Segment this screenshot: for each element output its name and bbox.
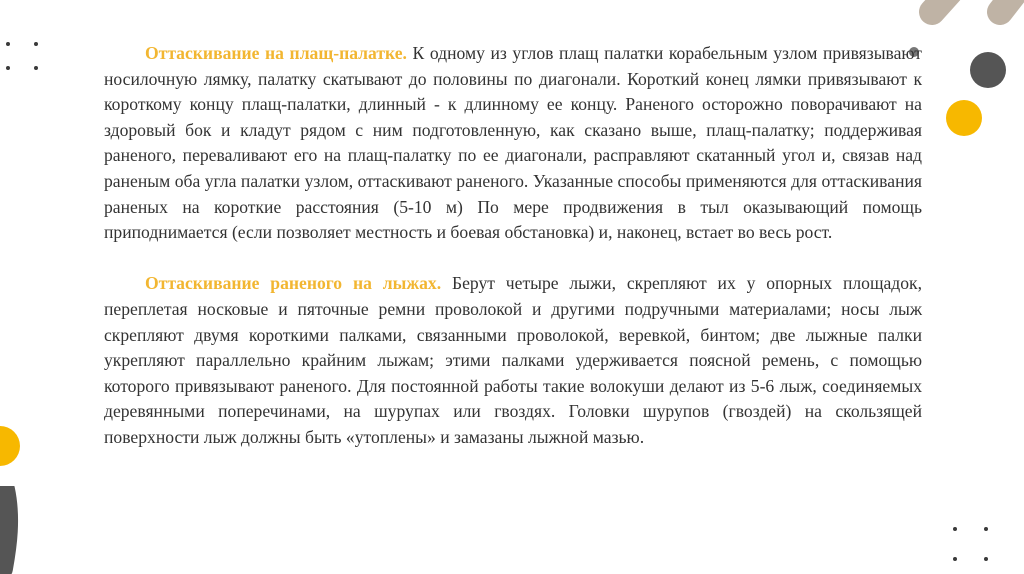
paragraph-title: Оттаскивание на плащ-палатке. [145,43,407,63]
paragraph-cloak-tent [104,41,922,246]
gray-curved-stroke-icon [0,486,40,574]
yellow-half-circle-icon [0,424,24,468]
paragraph-body: Берут четыре лыжи, скрепляют их у опорных площадок, переплетая носковые и пяточные ремни проволокой и другими подручными материалами; носы лыж скрепляют двумя короткими палками, связанными проволокой, веревкой, бинтом; две лыжные палки укрепляют параллельно крайним лыжам; этими палками удерживается поясной ремень, с помощью которого привязывают раненого. Для постоянной работы такие волокуши делают из 5-6 лыж, соединяемых деревянными поперечинами, на шурупах или гвоздях. Головки шурупов (гвоздей) на скользящей поверхности лыж должны быть «утоплены» и замазаны лыжной мазью. [104,273,922,447]
paragraph-title: Оттаскивание раненого на лыжах. [145,273,442,294]
main-text-block [104,41,922,451]
paragraph-body: К одному из углов плащ палатки корабельным узлом привязывают носилочную лямку, палатку скатывают до половины по диагонали. Короткий конец лямки привязывают к короткому концу плащ-палатки, длинный - к длинному ее концу. Раненого осторожно поворачивают на здоровый бок и кладут рядом с ним подготовленную, как сказано выше, плащ-палатку; поддерживая раненого, переваливают его на плащ-палатку по ее диагонали, расправляют скатанный угол и, связав над раненым оба угла палатки узлом, оттаскивают раненого. Указанные способы применяются для оттаскивания раненых на короткие расстояния (5-10 м) По мере продвижения в тыл оказывающий помощь приподнимается (если позволяет местность и боевая обстановка) и, наконец, встает во весь рост. [104,43,922,243]
gray-circle-icon [968,50,1008,90]
yellow-circle-icon [944,98,984,138]
beige-rounded-stroke-icon [910,0,1024,42]
paragraph-skis [104,271,922,450]
